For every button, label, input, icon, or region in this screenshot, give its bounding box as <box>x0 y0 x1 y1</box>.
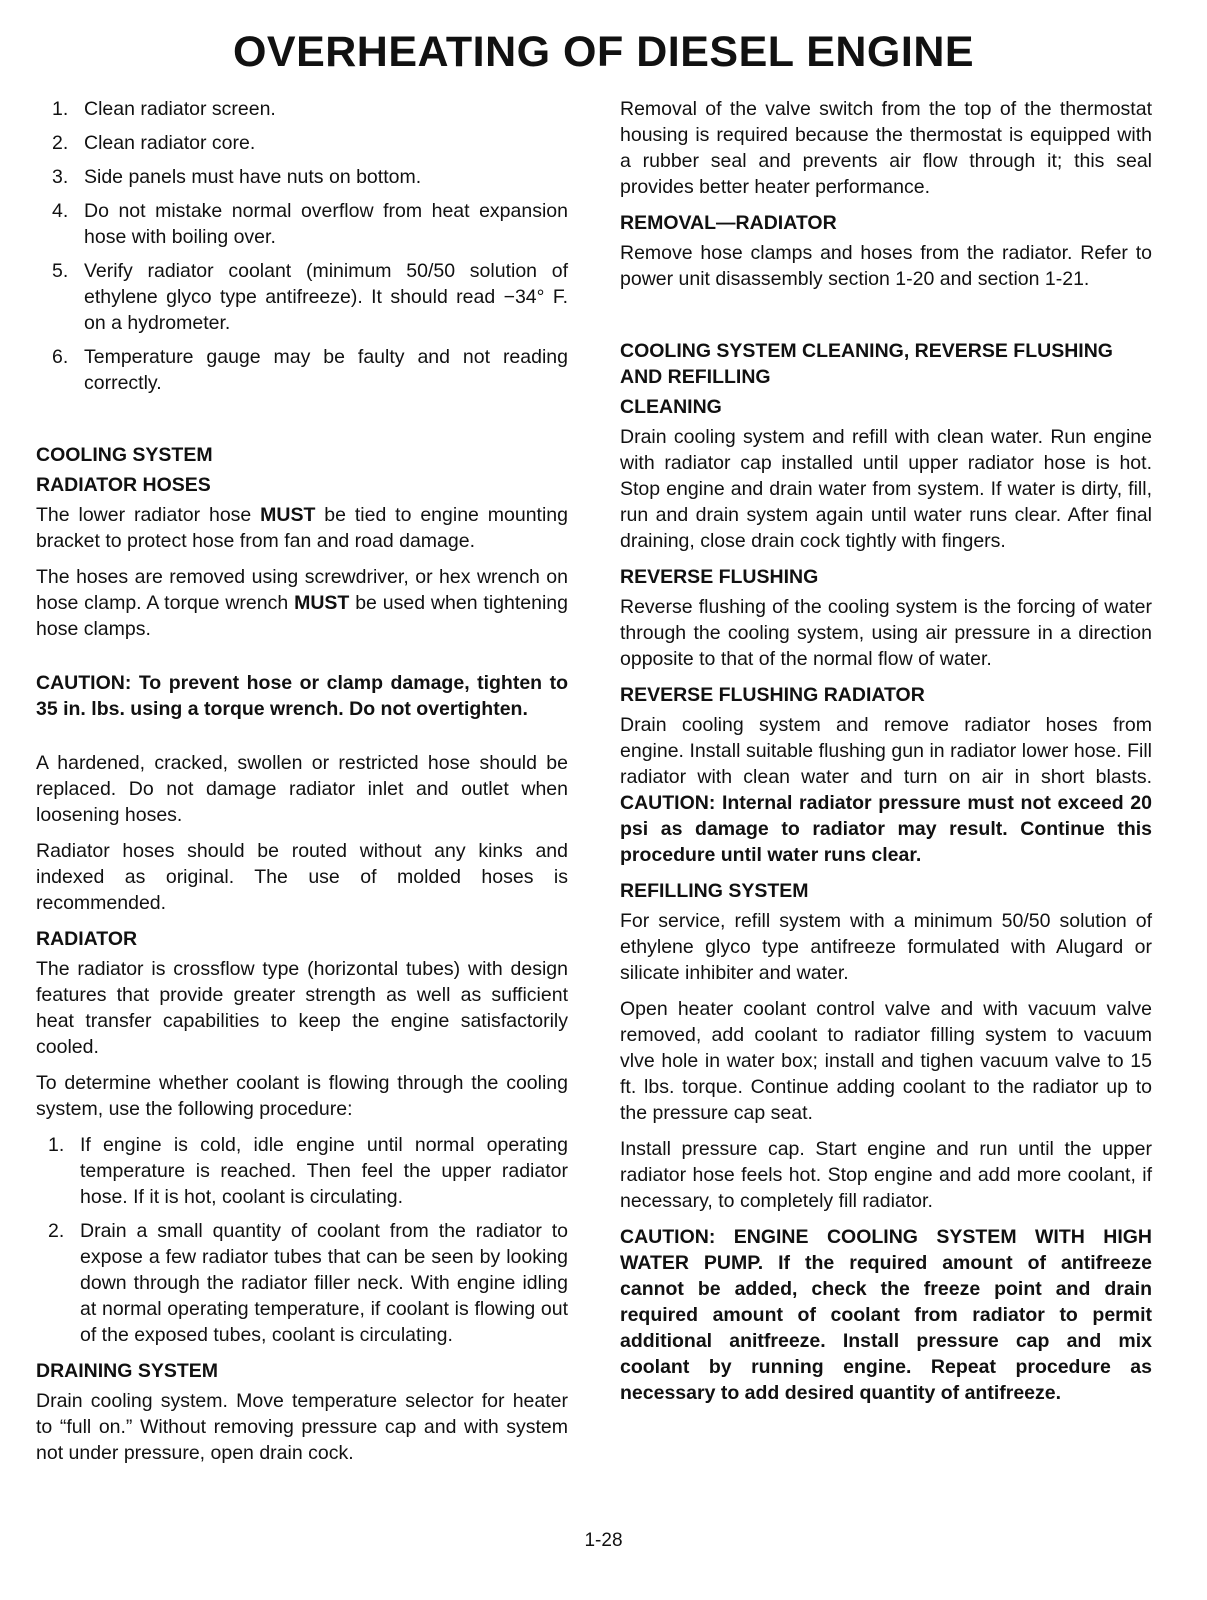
list-item: 5. Verify radiator coolant (minimum 50/50 solution of ethylene glyco type antifreeze). It should read −34° F. on a hydrometer. <box>52 260 568 334</box>
caution-note: CAUTION: To prevent hose or clamp damage, tighten to 35 in. lbs. using a torque wrench. Do not overtighten. <box>36 672 568 720</box>
page-number: 1-28 <box>584 1530 623 1551</box>
paragraph: Removal of the valve switch from the top of the thermostat housing is required because the thermostat is equipped with a rubber seal and prevents air flow through it; this seal provides better heater performance. <box>620 98 1152 198</box>
section-heading-cooling-system: COOLING SYSTEM <box>36 444 213 466</box>
section-heading-refilling-system: REFILLING SYSTEM <box>620 880 809 902</box>
paragraph: Drain cooling system and remove radiator hoses from engine. Install suitable flushing gun in radiator lower hose. Fill radiator with clean water and turn on air in short blasts. CAUTION: Internal radiator pressure must not exceed 20 psi as damage to radiator may result. Continue this procedure until water runs clear. <box>620 714 1152 866</box>
paragraph: The radiator is crossflow type (horizontal tubes) with design features that provide greater strength as well as sufficient heat transfer capabilities to keep the engine satisfactorily cooled. <box>36 958 568 1058</box>
section-heading-reverse-flushing-radiator: REVERSE FLUSHING RADIATOR <box>620 684 925 706</box>
paragraph: Open heater coolant control valve and with vacuum valve removed, add coolant to radiator filling system to vacuum vlve hole in water box; install and tighen vacuum valve to 15 ft. lbs. torque. Continue adding coolant to the radiator up to the pressure cap seat. <box>620 998 1152 1124</box>
paragraph: To determine whether coolant is flowing through the cooling system, use the following procedure: <box>36 1072 568 1120</box>
paragraph: The hoses are removed using screwdriver, or hex wrench on hose clamp. A torque wrench MUST be used when tightening hose clamps. <box>36 566 568 640</box>
list-item: 1. Clean radiator screen. <box>52 98 276 120</box>
paragraph: Drain cooling system and refill with clean water. Run engine with radiator cap installed until upper radiator hose is hot. Stop engine and drain water from system. If water is dirty, fill, run and drain system again until water runs clear. After final draining, close drain cock tightly with fingers. <box>620 426 1152 552</box>
overheating-checklist <box>36 96 568 396</box>
coolant-flow-procedure <box>36 1132 568 1348</box>
section-heading-cooling-system-cleaning: COOLING SYSTEM CLEANING, REVERSE FLUSHING AND REFILLING <box>620 340 1113 388</box>
paragraph: Install pressure cap. Start engine and run until the upper radiator hose feels hot. Stop engine and add more coolant, if necessary, to completely fill radiator. <box>620 1138 1152 1212</box>
list-item: 2. Clean radiator core. <box>52 132 256 154</box>
section-heading-radiator-hoses: RADIATOR HOSES <box>36 474 211 496</box>
section-heading-removal-radiator: REMOVAL—RADIATOR <box>620 212 837 234</box>
paragraph: A hardened, cracked, swollen or restricted hose should be replaced. Do not damage radiator inlet and outlet when loosening hoses. <box>36 752 568 826</box>
list-item: 6. Temperature gauge may be faulty and not reading correctly. <box>52 346 568 394</box>
list-item: 3. Side panels must have nuts on bottom. <box>52 166 422 188</box>
left-column <box>36 96 568 1476</box>
list-item: 1. If engine is cold, idle engine until normal operating temperature is reached. Then feel the upper radiator hose. If it is hot, coolant is circulating. <box>48 1134 568 1208</box>
list-item: 2. Drain a small quantity of coolant from the radiator to expose a few radiator tubes that can be seen by looking down through the radiator filler neck. With engine idling at normal operating temperature, if coolant is flowing out of the exposed tubes, coolant is circulating. <box>48 1220 568 1346</box>
section-heading-cleaning: CLEANING <box>620 396 722 418</box>
list-item: 4. Do not mistake normal overflow from heat expansion hose with boiling over. <box>52 200 568 248</box>
paragraph: Remove hose clamps and hoses from the radiator. Refer to power unit disassembly section 1-20 and section 1-21. <box>620 242 1152 290</box>
page-title: OVERHEATING OF DIESEL ENGINE <box>232 28 975 76</box>
caution-note: CAUTION: ENGINE COOLING SYSTEM WITH HIGH WATER PUMP. If the required amount of antifreeze cannot be added, check the freeze point and drain required amount of coolant from radiator to permit additional anitfreeze. Install pressure cap and mix coolant by running engine. Repeat procedure as necessary to add desired quantity of antifreeze. <box>620 1226 1152 1404</box>
section-heading-reverse-flushing: REVERSE FLUSHING <box>620 566 819 588</box>
section-heading-draining-system: DRAINING SYSTEM <box>36 1360 219 1382</box>
paragraph: Reverse flushing of the cooling system is the forcing of water through the cooling system, using air pressure in a direction opposite to that of the normal flow of water. <box>620 596 1152 670</box>
section-heading-radiator: RADIATOR <box>36 928 138 950</box>
paragraph: The lower radiator hose MUST be tied to engine mounting bracket to protect hose from fan and road damage. <box>36 504 568 552</box>
right-column <box>620 96 1152 1416</box>
paragraph: Drain cooling system. Move temperature selector for heater to “full on.” Without removing pressure cap and with system not under pressure, open drain cock. <box>36 1390 568 1464</box>
paragraph: For service, refill system with a minimum 50/50 solution of ethylene glyco type antifreeze formulated with Alugard or silicate inhibiter and water. <box>620 910 1152 984</box>
paragraph: Radiator hoses should be routed without any kinks and indexed as original. The use of molded hoses is recommended. <box>36 840 568 914</box>
